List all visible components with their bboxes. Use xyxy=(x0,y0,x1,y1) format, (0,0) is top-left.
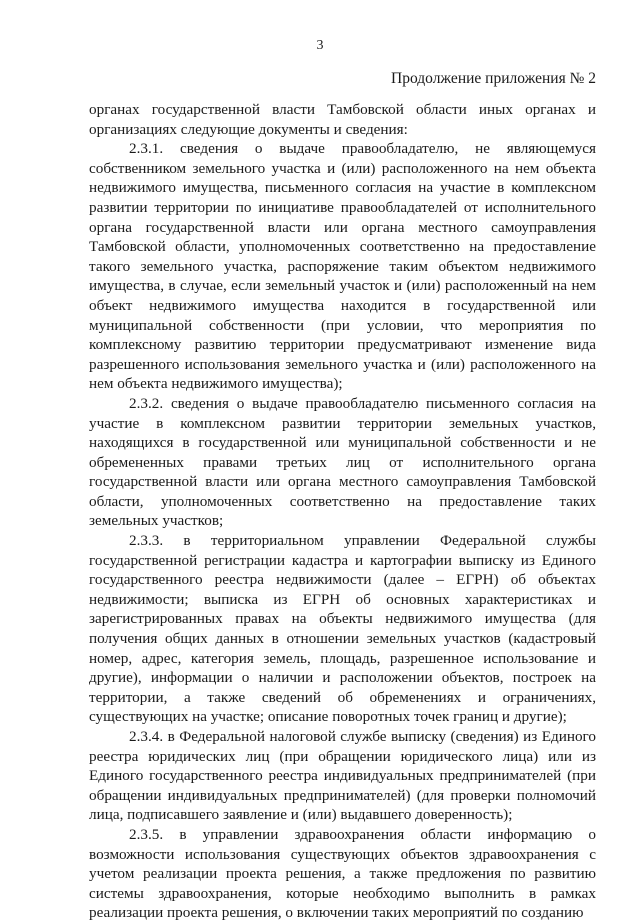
page-number: 3 xyxy=(316,38,324,53)
paragraph-intro: органах государственной власти Тамбовской области иных органах и организациях следующие документы и сведения: xyxy=(89,101,596,138)
paragraph-2-3-1: 2.3.1. сведения о выдаче правообладателю, не являющемуся собственником земельного участка и (или) расположенного на нем объекта недвижимого имущества, письменного согласия на участие в комплексном развитии территории по инициативе правообладателей от исполнительного органа государственной власти или органа местного самоуправления Тамбовской области, уполномоченных соответственно на предоставление такого земельного участка, распоряжение таким объектом недвижимого имущества, в случае, если земельный участок и (или) расположенный на нем объект недвижимого имущества находится в государственной или муниципальной собственности (при условии, что мероприятия по комплексному развитию территории предусматривают изменение вида разрешенного использования земельного участка и (или) расположенного на нем объекта недвижимого имущества); xyxy=(89,140,596,393)
paragraph-2-3-2: 2.3.2. сведения о выдаче правообладателю письменного согласия на участие в комплексном развитии территории земельных участков, находящихся в государственной или муниципальной собственности и не обремененных правами третьих лиц от исполнительного органа государственной власти или органа местного самоуправления Тамбовской области, уполномоченных соответственно на предоставление таких земельных участков; xyxy=(89,394,596,530)
appendix-continuation-header: Продолжение приложения № 2 xyxy=(391,70,596,87)
paragraph-2-3-5: 2.3.5. в управлении здравоохранения области информацию о возможности использования существующих объектов здравоохранения с учетом реализации проекта решения, а также предложения по развитию системы здравоохранения, которые необходимо выполнить в рамках реализации проекта решения, о включении таких мероприятий по созданию xyxy=(89,825,596,922)
paragraph-2-3-4: 2.3.4. в Федеральной налоговой службе выписку (сведения) из Единого реестра юридических лиц (при обращении юридического лица) или из Единого государственного реестра индивидуальных предпринимателей (при обращении индивидуальных предпринимателей) (для проверки полномочий лица, подписавшего заявление и (или) выдавшего доверенность); xyxy=(89,728,596,824)
document-body xyxy=(89,100,596,923)
paragraph-2-3-3: 2.3.3. в территориальном управлении Федеральной службы государственной регистрации кадастра и картографии выписку из Единого государственного реестра недвижимости (далее – ЕГРН) об объектах недвижимости; выписка из ЕГРН об основных характеристиках и зарегистрированных правах на объекты недвижимого имущества (для получения общих данных в отношении земельных участков (кадастровый номер, адрес, категория земель, площадь, разрешенное использование и другие), информации о наличии и расположении объектов, построек на территории, а также сведений об обременениях и ограничениях, существующих на участке; описание поворотных точек границ и другие); xyxy=(89,532,596,726)
